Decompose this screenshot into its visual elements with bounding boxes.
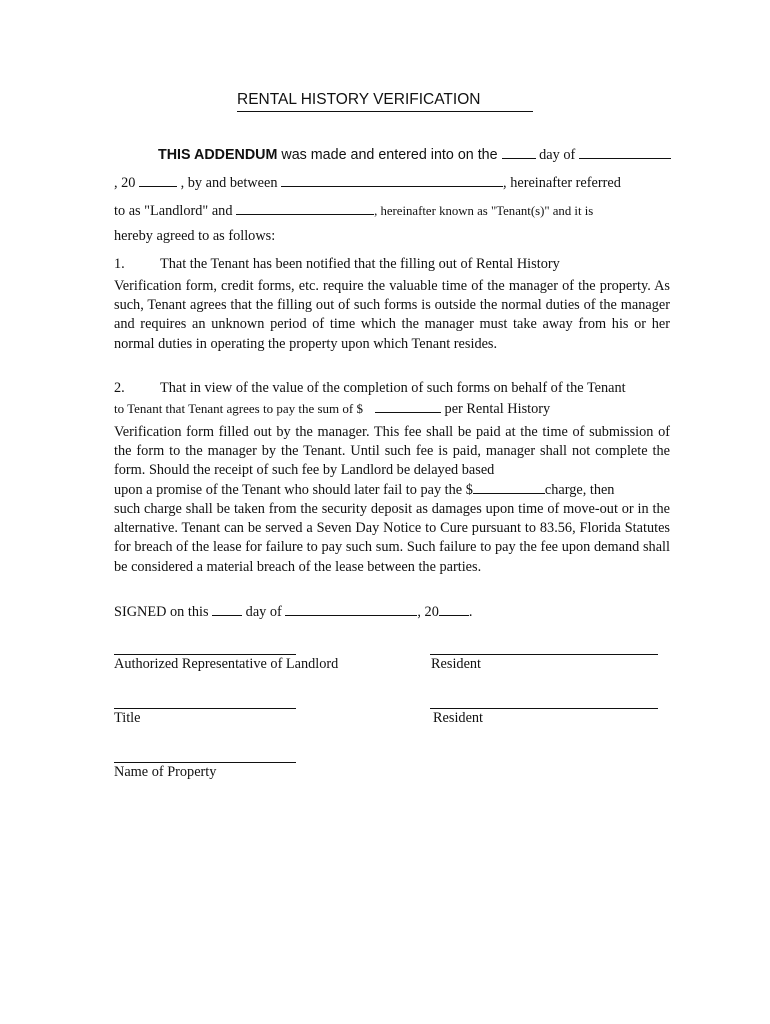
title-signature-line[interactable] xyxy=(114,708,296,709)
resident-2-label: Resident xyxy=(433,710,484,726)
clause-2-pay-sum-text: to Tenant that Tenant agrees to pay the sum of $ xyxy=(114,401,363,416)
intro-by-between: , by and between xyxy=(177,175,282,191)
resident-2-signature-line[interactable] xyxy=(430,708,658,709)
intro-line-2 xyxy=(114,173,621,192)
intro-month-blank[interactable] xyxy=(579,145,671,159)
signed-day-blank[interactable] xyxy=(212,602,242,616)
property-label: Name of Property xyxy=(114,764,217,780)
intro-hereinafter-referred: , hereinafter referred xyxy=(503,175,621,191)
clause-2-number: 2. xyxy=(114,380,125,396)
intro-day-blank[interactable] xyxy=(502,145,536,159)
signed-end: . xyxy=(468,604,473,620)
clause-1-first-line: That the Tenant has been notified that the filling out of Rental History xyxy=(160,256,560,272)
clause-2-fee-line xyxy=(114,399,550,418)
signed-prefix: SIGNED on this xyxy=(114,604,213,620)
tenant-name-blank[interactable] xyxy=(236,201,374,215)
fee-amount-blank[interactable] xyxy=(375,399,441,413)
intro-lead-bold: THIS ADDENDUM xyxy=(158,147,278,163)
clause-1-body: Verification form, credit forms, etc. require the valuable time of the manager of the property. As such, Tenant agrees that the filling out of such forms is outside the normal duties of the manager and requires an unknown period of time which the manager must take away from his or her normal duties in operating the property upon which Tenant resides. xyxy=(114,278,670,352)
landlord-rep-label: Authorized Representative of Landlord xyxy=(114,656,339,672)
intro-line-1 xyxy=(158,145,671,164)
intro-year-blank[interactable] xyxy=(139,173,177,187)
document-title: RENTAL HISTORY VERIFICATION xyxy=(237,91,481,108)
clause-2-charge-then: charge, then xyxy=(544,482,615,498)
clause-2-body-a: Verification form filled out by the manager. This fee shall be paid at the time of submission of the form to the manager by the Tenant. Until such fee is paid, manager shall not complete the form. Should the receipt of such fee by Landlord be delayed based xyxy=(114,424,670,479)
landlord-name-blank[interactable] xyxy=(281,173,503,187)
property-signature-line[interactable] xyxy=(114,762,296,763)
clause-2-first-line: That in view of the value of the completion of such forms on behalf of the Tenant xyxy=(160,380,626,396)
resident-1-signature-line[interactable] xyxy=(430,654,658,655)
intro-hereinafter-known: , hereinafter known as "Tenant(s)" and it is xyxy=(374,204,594,218)
intro-year-prefix: , 20 xyxy=(114,175,140,191)
charge-amount-blank[interactable] xyxy=(473,480,545,494)
clause-2-body-b: such charge shall be taken from the security deposit as damages upon time of move-out or in the alternative. Tenant can be served a Seven Day Notice to Cure pursuant to 83.56, Florida Statutes for breach of the lease for failure to pay such sum. Such failure to pay the fee upon demand shall be considered a material breach of the lease between the parties. xyxy=(114,501,670,575)
intro-to-as-landlord: to as "Landlord" and xyxy=(114,203,237,219)
signed-line xyxy=(114,602,472,621)
signed-month-blank[interactable] xyxy=(285,602,417,616)
signed-year-blank[interactable] xyxy=(439,602,469,616)
intro-day-of: day of xyxy=(535,147,579,163)
clause-1-number: 1. xyxy=(114,256,125,272)
signed-year: , 20 xyxy=(417,604,439,620)
clause-2-per-rental: per Rental History xyxy=(440,401,551,417)
intro-line-3 xyxy=(114,201,593,220)
signed-day-of: day of xyxy=(242,604,286,620)
landlord-rep-signature-line[interactable] xyxy=(114,654,296,655)
title-underline xyxy=(237,111,533,112)
resident-1-label: Resident xyxy=(431,656,482,672)
clause-2-promise-line xyxy=(114,480,614,499)
title-label: Title xyxy=(114,710,141,726)
intro-agreed: hereby agreed to as follows: xyxy=(114,228,276,244)
clause-2-promise-text: upon a promise of the Tenant who should later fail to pay the $ xyxy=(114,482,473,498)
intro-lead-rest: was made and entered into on the xyxy=(277,147,502,163)
